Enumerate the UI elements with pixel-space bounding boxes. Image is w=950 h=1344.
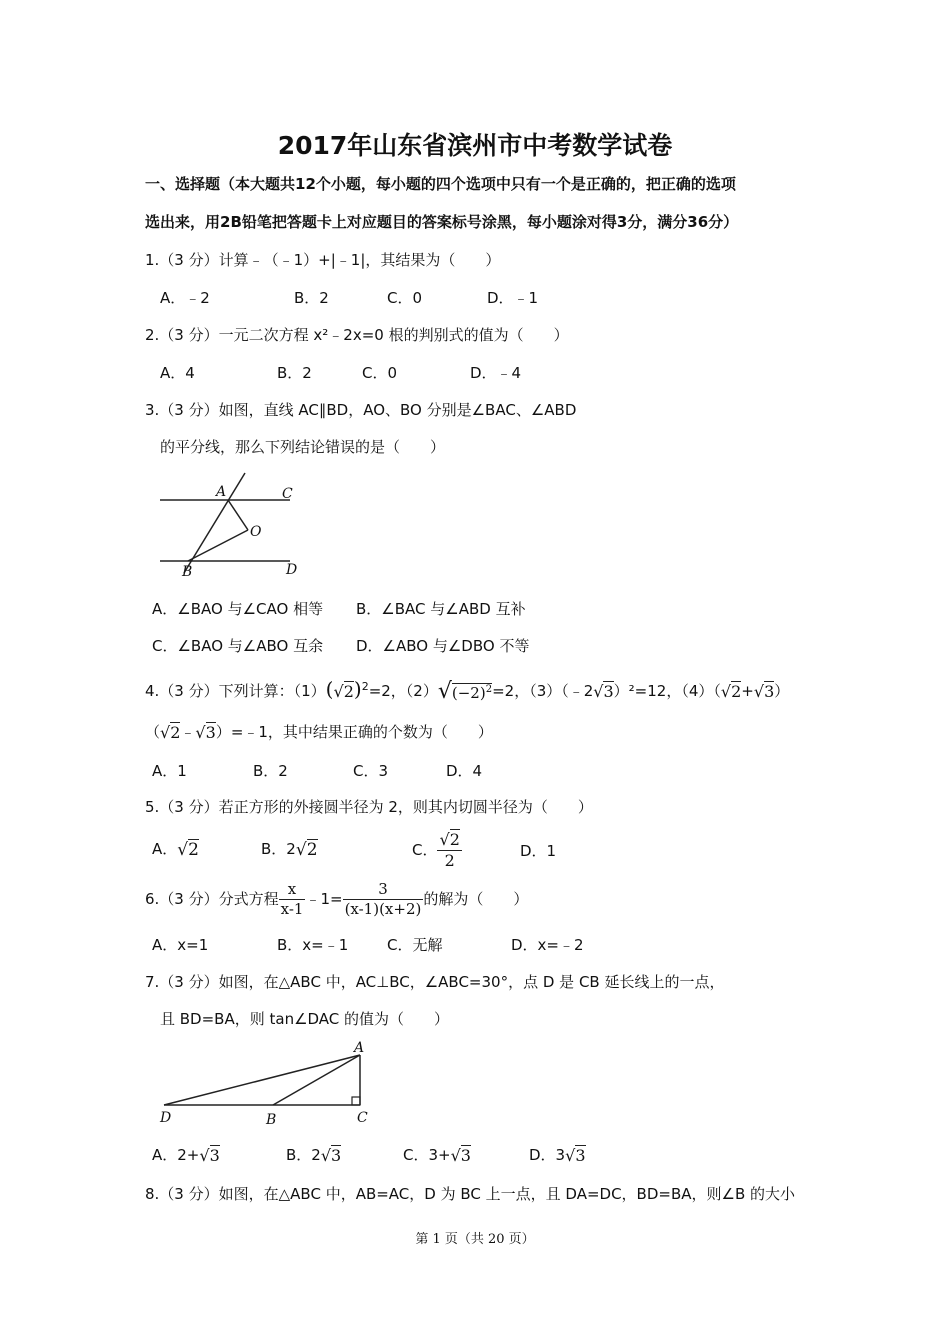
q2-stem: 2.（3 分）一元二次方程 x²﹣2x=0 根的判别式的值为（ ）: [145, 326, 569, 344]
q8-stem: 8.（3 分）如图，在△ABC 中，AB=AC，D 为 BC 上一点，且 DA=DC，BD=BA，则∠B 的大小: [145, 1185, 796, 1203]
q1-stem: 1.（3 分）计算﹣（﹣1）+|﹣1|，其结果为（ ）: [145, 251, 501, 269]
q7-option-a: A．2+√3: [152, 1145, 220, 1165]
q1-option-c: C．0: [387, 289, 423, 307]
q4-sqrt4a: √2: [720, 681, 742, 701]
label-d: D: [160, 1110, 172, 1126]
label-b: B: [182, 564, 193, 580]
q4-sqrt4b: √3: [753, 681, 775, 701]
label-c: C: [357, 1110, 368, 1126]
page-footer: 第 1 页（共 20 页）: [415, 1232, 535, 1247]
q7-stem-line2: 且 BD=BA，则 tan∠DAC 的值为（ ）: [160, 1010, 450, 1028]
q5-option-a: A．√2: [152, 839, 199, 860]
q3-figure: [150, 470, 320, 582]
section-heading-line1: 一、选择题（本大题共12个小题，每小题的四个选项中只有一个是正确的，把正确的选项: [145, 175, 736, 193]
q5-stem: 5.（3 分）若正方形的外接圆半径为 2，则其内切圆半径为（ ）: [145, 798, 593, 816]
q5-option-d: D．1: [520, 842, 557, 860]
segment-da: [164, 1055, 360, 1105]
q3-stem-line2: 的平分线，那么下列结论错误的是（ ）: [160, 438, 446, 456]
q4-line2-rest: ）=﹣1，其中结果正确的个数为（ ）: [215, 723, 493, 741]
right-angle-mark: [352, 1097, 360, 1105]
q7-stem-line1: 7.（3 分）如图，在△ABC 中，AC⊥BC，∠ABC=30°，点 D 是 CB 延长线上的一点，: [145, 973, 725, 991]
q4-res1: =2，（2）: [368, 682, 438, 700]
q6-option-b: B．x=﹣1: [277, 936, 349, 954]
q4-sqrt1: √2: [333, 681, 354, 701]
segment-ba: [273, 1055, 360, 1105]
q6-stem: 6.（3 分）分式方程 $\frac{x}{x-1}$ ﹣1= $\frac{3}{(x-1)(x+2)}$ 的解为（ ）: [145, 880, 529, 918]
q3-option-a: A．∠BAO 与∠CAO 相等: [152, 600, 324, 618]
q4-paren-close: ): [353, 677, 362, 701]
q4-option-c: C．3: [353, 762, 389, 780]
label-d: D: [286, 562, 298, 578]
q4-sqrt3: √3: [593, 681, 614, 701]
q3-stem-line1: 3.（3 分）如图，直线 AC∥BD，AO、BO 分别是∠BAC、∠ABD: [145, 401, 577, 419]
q1-option-a: A．﹣2: [160, 289, 210, 307]
label-o: O: [250, 524, 262, 540]
q4-close: ）: [774, 682, 790, 700]
q4-line1: [145, 672, 789, 702]
label-c: C: [282, 486, 293, 502]
q3-option-b: B．∠BAC 与∠ABD 互补: [356, 600, 526, 618]
q6-option-a: A．x=1: [152, 936, 209, 954]
q4-res2: =2，（3）（﹣2: [492, 682, 594, 700]
q4-line2-minus: ﹣: [180, 723, 196, 741]
q4-prefix: 4.（3 分）下列计算：（1）: [145, 682, 326, 700]
q7-option-c: C．3+√3: [403, 1145, 471, 1165]
q7-option-d: D．3√3: [529, 1145, 586, 1165]
q1-option-d: D．﹣1: [487, 289, 539, 307]
q5-option-c: C． $\frac{√2}{2}$: [412, 830, 460, 870]
q7-option-b: B．2√3: [286, 1145, 342, 1165]
q4-plus: +: [741, 682, 754, 700]
q4-exp1: 2: [361, 680, 369, 693]
q3-option-c: C．∠BAO 与∠ABO 互余: [152, 637, 324, 655]
q4-option-d: D．4: [446, 762, 483, 780]
q4-res3: ）²=12，（4）（: [613, 682, 721, 700]
q4-option-a: A．1: [152, 762, 187, 780]
q4-line2-open: （: [145, 723, 161, 741]
label-a: A: [216, 484, 227, 500]
q3-option-d: D．∠ABO 与∠DBO 不等: [356, 637, 530, 655]
bisector-ao: [228, 500, 248, 530]
q2-option-a: A．4: [160, 364, 195, 382]
q4-option-b: B．2: [253, 762, 288, 780]
q1-option-b: B．2: [294, 289, 329, 307]
page-title: 2017年山东省滨州市中考数学试卷: [277, 131, 673, 160]
q2-option-c: C．0: [362, 364, 398, 382]
q6-option-d: D．x=﹣2: [511, 936, 584, 954]
q7-figure: [150, 1038, 380, 1130]
bisector-bo: [188, 530, 248, 561]
q4-paren-open: (: [325, 677, 334, 701]
q4-line2-sqrt3: √3: [195, 722, 216, 742]
q4-sqrt2: $√(-2)^2$: [437, 679, 493, 704]
section-heading-line2: 选出来，用2B铅笔把答题卡上对应题目的答案标号涂黑，每小题涂对得3分，满分36分）: [145, 213, 739, 231]
label-a: A: [354, 1040, 365, 1056]
q4-line2: [145, 718, 493, 746]
q6-option-c: C．无解: [387, 936, 443, 954]
q5-option-b: B．2√2: [261, 839, 318, 860]
q2-option-b: B．2: [277, 364, 312, 382]
q4-line2-sqrt2: √2: [160, 722, 181, 742]
q2-option-d: D．﹣4: [470, 364, 522, 382]
label-b: B: [266, 1112, 277, 1128]
